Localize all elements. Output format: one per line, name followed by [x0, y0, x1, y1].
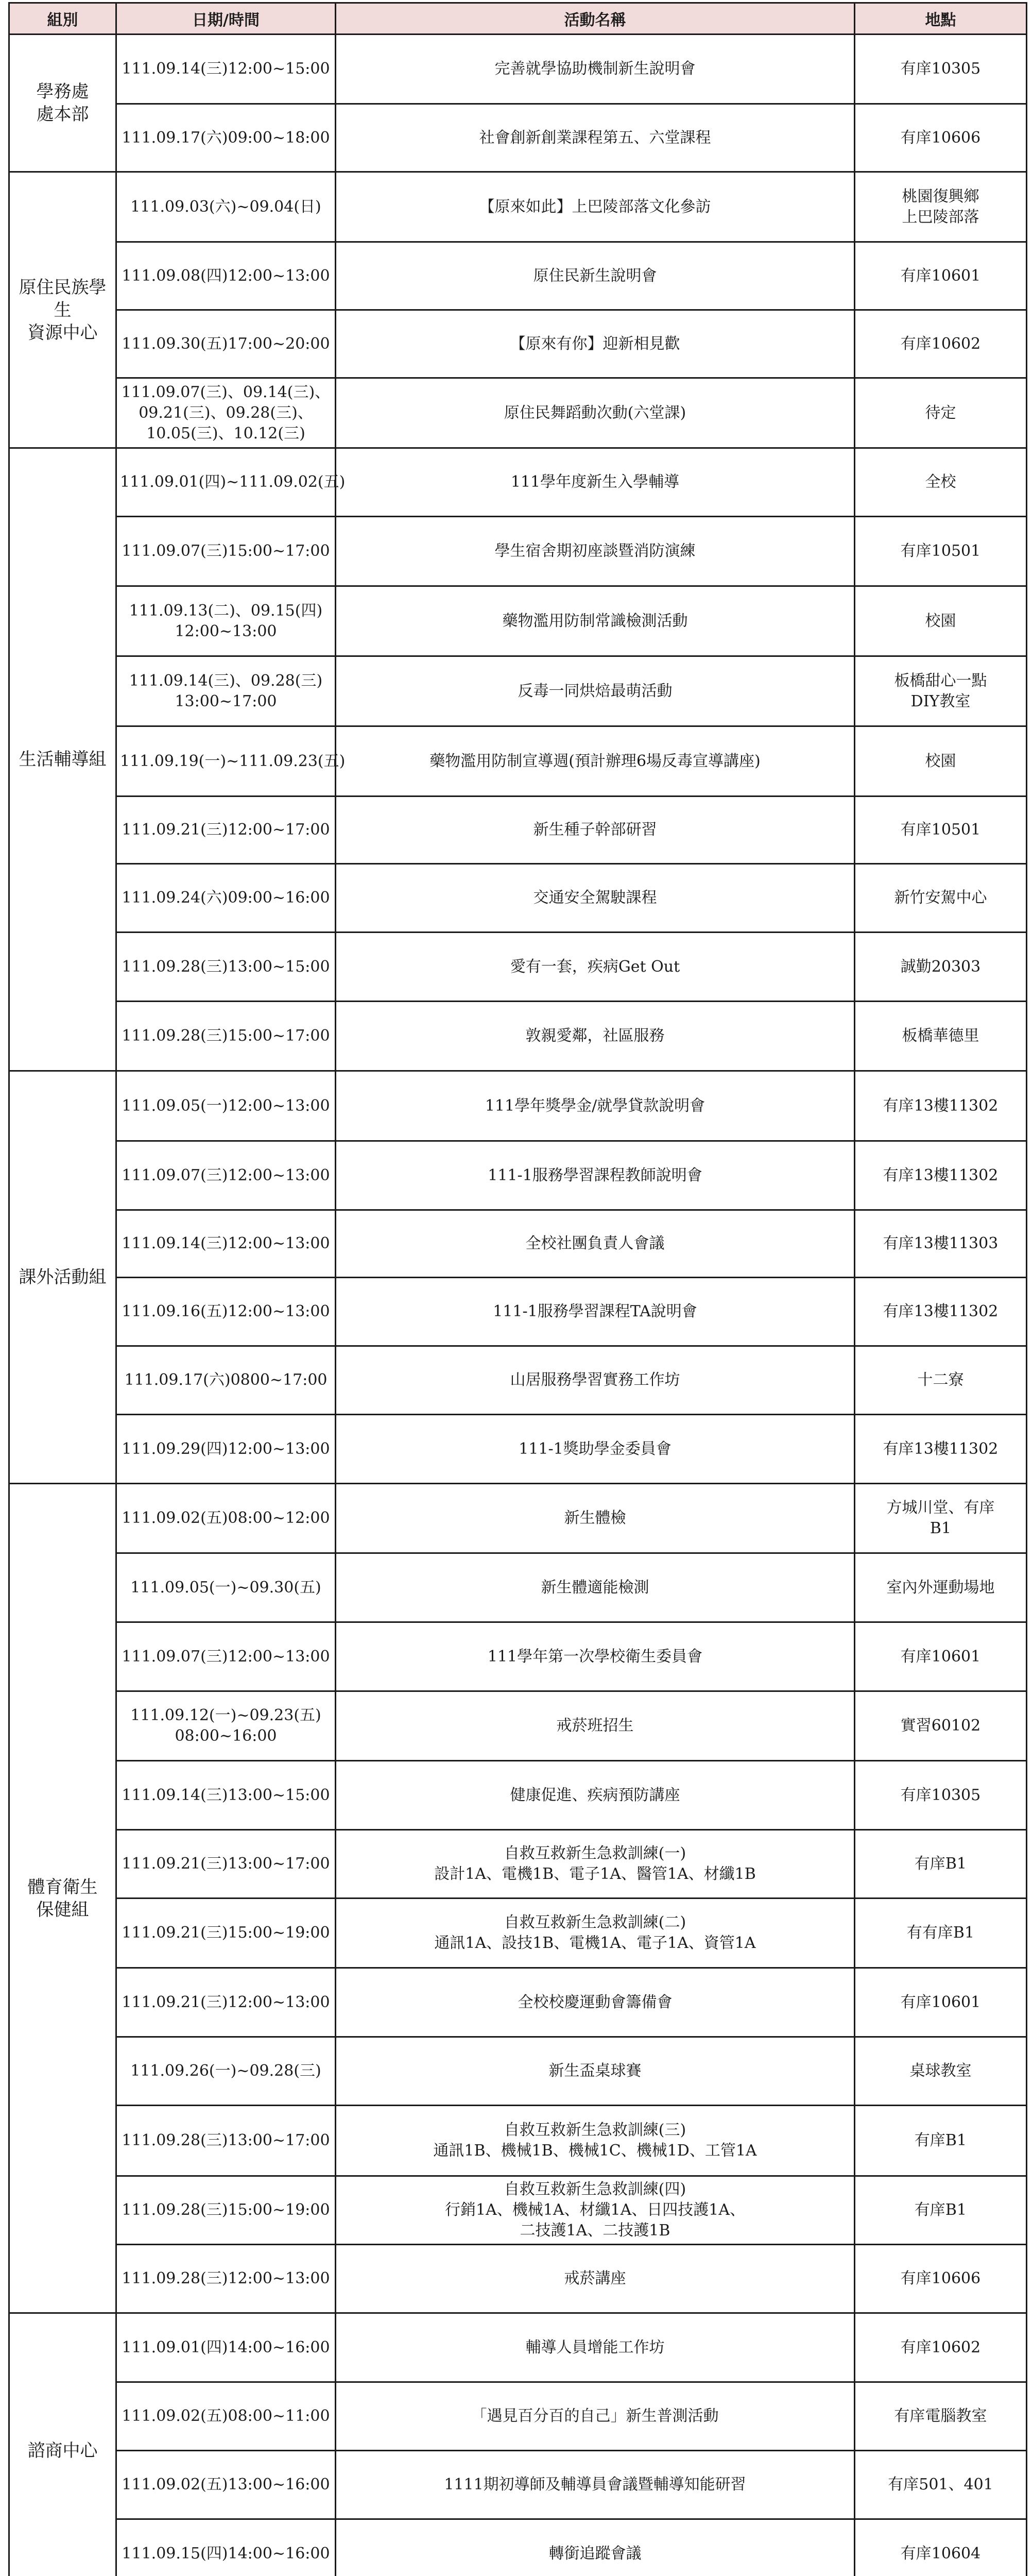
activity-cell: 全校校慶運動會籌備會 — [336, 1968, 855, 2037]
activity-cell: 全校社團負責人會議 — [336, 1210, 855, 1278]
date-cell: 111.09.13(二)、09.15(四) 12:00~13:00 — [116, 586, 336, 656]
date-cell: 111.09.24(六)09:00~16:00 — [116, 864, 336, 933]
activity-cell: 111學年獎學金/就學貸款說明會 — [336, 1071, 855, 1141]
table-row — [9, 1761, 1027, 1830]
activity-cell: 自救互救新生急救訓練(三) 通訊1B、機械1B、機械1C、機械1D、工管1A — [336, 2106, 855, 2176]
location-cell: 有庠13樓11302 — [855, 1141, 1027, 1210]
location-cell: 板橋甜心一點 DIY教室 — [855, 656, 1027, 726]
date-cell: 111.09.28(三)15:00~19:00 — [116, 2176, 336, 2245]
activity-cell: 原住民新生說明會 — [336, 242, 855, 310]
table-row — [9, 1415, 1027, 1484]
activity-cell: 原住民舞蹈動次動(六堂課) — [336, 378, 855, 448]
activity-cell: 新生盃桌球賽 — [336, 2037, 855, 2106]
location-cell: 全校 — [855, 448, 1027, 517]
activity-cell: 愛有一套，疾病Get Out — [336, 933, 855, 1002]
table-row — [9, 1484, 1027, 1553]
table-row — [9, 933, 1027, 1002]
activity-cell: 新生體適能檢測 — [336, 1553, 855, 1622]
activity-cell: 輔導人員增能工作坊 — [336, 2313, 855, 2382]
schedule-body — [9, 35, 1027, 2576]
activity-cell: 新生體檢 — [336, 1484, 855, 1553]
location-cell: 有庠10305 — [855, 1761, 1027, 1830]
group-name: 體育衛生 保健組 — [9, 1484, 116, 2313]
activity-cell: 【原來有你】迎新相見歡 — [336, 310, 855, 378]
location-cell: 有庠501、401 — [855, 2451, 1027, 2519]
table-row — [9, 1553, 1027, 1622]
activity-cell: 【原來如此】上巴陵部落文化參訪 — [336, 172, 855, 242]
location-cell: 十二寮 — [855, 1346, 1027, 1415]
activity-cell: 藥物濫用防制常識檢測活動 — [336, 586, 855, 656]
table-row — [9, 2037, 1027, 2106]
location-cell: 有庠13樓11302 — [855, 1278, 1027, 1346]
date-cell: 111.09.07(三)、09.14(三)、 09.21(三)、09.28(三)、 10.05(三)、10.12(三) — [116, 378, 336, 448]
date-cell: 111.09.01(四)14:00~16:00 — [116, 2313, 336, 2382]
activity-cell: 自救互救新生急救訓練(一) 設計1A、電機1B、電子1A、醫管1A、材纖1B — [336, 1830, 855, 1899]
table-row — [9, 1071, 1027, 1141]
date-cell: 111.09.08(四)12:00~13:00 — [116, 242, 336, 310]
table-row — [9, 2382, 1027, 2451]
location-cell: 有庠10305 — [855, 35, 1027, 104]
date-cell: 111.09.28(三)15:00~17:00 — [116, 1002, 336, 1071]
header-activity: 活動名稱 — [336, 3, 855, 35]
table-row — [9, 1830, 1027, 1899]
date-cell: 111.09.29(四)12:00~13:00 — [116, 1415, 336, 1484]
table-row — [9, 2245, 1027, 2313]
date-cell: 111.09.21(三)12:00~17:00 — [116, 796, 336, 864]
location-cell: 有庠電腦教室 — [855, 2382, 1027, 2451]
location-cell: 校園 — [855, 586, 1027, 656]
location-cell: 有庠13樓11302 — [855, 1071, 1027, 1141]
location-cell: 有庠10606 — [855, 2245, 1027, 2313]
group-name: 學務處 處本部 — [9, 35, 116, 172]
table-row — [9, 1278, 1027, 1346]
activity-cell: 轉銜追蹤會議 — [336, 2519, 855, 2576]
table-row — [9, 1691, 1027, 1761]
location-cell: 校園 — [855, 726, 1027, 796]
date-cell: 111.09.02(五)08:00~12:00 — [116, 1484, 336, 1553]
table-row — [9, 586, 1027, 656]
date-cell: 111.09.14(三)、09.28(三) 13:00~17:00 — [116, 656, 336, 726]
location-cell: 有庠10601 — [855, 1968, 1027, 2037]
activity-cell: 新生種子幹部研習 — [336, 796, 855, 864]
date-cell: 111.09.16(五)12:00~13:00 — [116, 1278, 336, 1346]
group-name: 課外活動組 — [9, 1071, 116, 1484]
location-cell: 有庠13樓11303 — [855, 1210, 1027, 1278]
date-cell: 111.09.21(三)13:00~17:00 — [116, 1830, 336, 1899]
table-row — [9, 2451, 1027, 2519]
date-cell: 111.09.26(一)~09.28(三) — [116, 2037, 336, 2106]
date-cell: 111.09.03(六)~09.04(日) — [116, 172, 336, 242]
location-cell: 有庠10601 — [855, 1622, 1027, 1691]
date-cell: 111.09.05(一)12:00~13:00 — [116, 1071, 336, 1141]
location-cell: 有庠10602 — [855, 310, 1027, 378]
header-location: 地點 — [855, 3, 1027, 35]
table-row — [9, 2519, 1027, 2576]
date-cell: 111.09.30(五)17:00~20:00 — [116, 310, 336, 378]
activity-cell: 111學年第一次學校衛生委員會 — [336, 1622, 855, 1691]
activity-schedule-table — [8, 2, 1027, 2576]
date-cell: 111.09.21(三)12:00~13:00 — [116, 1968, 336, 2037]
group-name: 原住民族學生 資源中心 — [9, 172, 116, 448]
activity-cell: 交通安全駕駛課程 — [336, 864, 855, 933]
date-cell: 111.09.17(六)09:00~18:00 — [116, 104, 336, 172]
location-cell: 有庠B1 — [855, 2106, 1027, 2176]
date-cell: 111.09.14(三)12:00~15:00 — [116, 35, 336, 104]
table-row — [9, 656, 1027, 726]
header-group: 組別 — [9, 3, 116, 35]
activity-cell: 藥物濫用防制宣導週(預計辦理6場反毒宣導講座) — [336, 726, 855, 796]
activity-cell: 戒菸講座 — [336, 2245, 855, 2313]
location-cell: 室內外運動場地 — [855, 1553, 1027, 1622]
group-name: 諮商中心 — [9, 2313, 116, 2576]
date-cell: 111.09.28(三)12:00~13:00 — [116, 2245, 336, 2313]
location-cell: 新竹安駕中心 — [855, 864, 1027, 933]
location-cell: 有庠10606 — [855, 104, 1027, 172]
table-row — [9, 2176, 1027, 2245]
date-cell: 111.09.07(三)15:00~17:00 — [116, 517, 336, 586]
table-row — [9, 35, 1027, 104]
table-row — [9, 1346, 1027, 1415]
activity-cell: 健康促進、疾病預防講座 — [336, 1761, 855, 1830]
location-cell: 有庠10604 — [855, 2519, 1027, 2576]
date-cell: 111.09.02(五)08:00~11:00 — [116, 2382, 336, 2451]
table-row — [9, 448, 1027, 517]
table-row — [9, 796, 1027, 864]
table-row — [9, 2106, 1027, 2176]
table-row — [9, 1899, 1027, 1968]
activity-cell: 111-1服務學習課程教師說明會 — [336, 1141, 855, 1210]
date-cell: 111.09.19(一)~111.09.23(五) — [116, 726, 336, 796]
table-row — [9, 864, 1027, 933]
location-cell: 有庠10501 — [855, 796, 1027, 864]
activity-cell: 戒菸班招生 — [336, 1691, 855, 1761]
table-row — [9, 172, 1027, 242]
location-cell: 桌球教室 — [855, 2037, 1027, 2106]
activity-cell: 1111期初導師及輔導員會議暨輔導知能研習 — [336, 2451, 855, 2519]
table-row — [9, 1210, 1027, 1278]
date-cell: 111.09.17(六)0800~17:00 — [116, 1346, 336, 1415]
activity-cell: 反毒一同烘焙最萌活動 — [336, 656, 855, 726]
activity-cell: 敦親愛鄰，社區服務 — [336, 1002, 855, 1071]
activity-cell: 完善就學協助機制新生說明會 — [336, 35, 855, 104]
location-cell: 有庠B1 — [855, 2176, 1027, 2245]
table-row — [9, 726, 1027, 796]
table-row — [9, 242, 1027, 310]
table-row — [9, 2313, 1027, 2382]
date-cell: 111.09.07(三)12:00~13:00 — [116, 1141, 336, 1210]
location-cell: 實習60102 — [855, 1691, 1027, 1761]
date-cell: 111.09.28(三)13:00~15:00 — [116, 933, 336, 1002]
date-cell: 111.09.12(一)~09.23(五) 08:00~16:00 — [116, 1691, 336, 1761]
location-cell: 方城川堂、有庠 B1 — [855, 1484, 1027, 1553]
activity-cell: 111-1獎助學金委員會 — [336, 1415, 855, 1484]
date-cell: 111.09.05(一)~09.30(五) — [116, 1553, 336, 1622]
table-row — [9, 1002, 1027, 1071]
activity-cell: 山居服務學習實務工作坊 — [336, 1346, 855, 1415]
date-cell: 111.09.07(三)12:00~13:00 — [116, 1622, 336, 1691]
table-row — [9, 1141, 1027, 1210]
activity-cell: 「遇見百分百的自己」新生普測活動 — [336, 2382, 855, 2451]
date-cell: 111.09.21(三)15:00~19:00 — [116, 1899, 336, 1968]
table-row — [9, 1622, 1027, 1691]
date-cell: 111.09.02(五)13:00~16:00 — [116, 2451, 336, 2519]
table-row — [9, 378, 1027, 448]
location-cell: 有有庠B1 — [855, 1899, 1027, 1968]
date-cell: 111.09.15(四)14:00~16:00 — [116, 2519, 336, 2576]
location-cell: 有庠10501 — [855, 517, 1027, 586]
table-row — [9, 1968, 1027, 2037]
date-cell: 111.09.28(三)13:00~17:00 — [116, 2106, 336, 2176]
location-cell: 板橋華德里 — [855, 1002, 1027, 1071]
location-cell: 誠勤20303 — [855, 933, 1027, 1002]
group-name: 生活輔導組 — [9, 448, 116, 1071]
activity-cell: 111學年度新生入學輔導 — [336, 448, 855, 517]
activity-cell: 自救互救新生急救訓練(二) 通訊1A、設技1B、電機1A、電子1A、資管1A — [336, 1899, 855, 1968]
location-cell: 有庠10601 — [855, 242, 1027, 310]
location-cell: 有庠10602 — [855, 2313, 1027, 2382]
table-row — [9, 310, 1027, 378]
table-row — [9, 517, 1027, 586]
header-datetime: 日期/時間 — [116, 3, 336, 35]
location-cell: 待定 — [855, 378, 1027, 448]
activity-cell: 學生宿舍期初座談暨消防演練 — [336, 517, 855, 586]
activity-cell: 111-1服務學習課程TA說明會 — [336, 1278, 855, 1346]
date-cell: 111.09.01(四)~111.09.02(五) — [116, 448, 336, 517]
activity-cell: 社會創新創業課程第五、六堂課程 — [336, 104, 855, 172]
location-cell: 桃園復興鄉 上巴陵部落 — [855, 172, 1027, 242]
location-cell: 有庠13樓11302 — [855, 1415, 1027, 1484]
activity-cell: 自救互救新生急救訓練(四) 行銷1A、機械1A、材纖1A、日四技護1A、 二技護1A、二技護1B — [336, 2176, 855, 2245]
location-cell: 有庠B1 — [855, 1830, 1027, 1899]
table-row — [9, 104, 1027, 172]
header-row — [9, 3, 1027, 35]
date-cell: 111.09.14(三)13:00~15:00 — [116, 1761, 336, 1830]
date-cell: 111.09.14(三)12:00~13:00 — [116, 1210, 336, 1278]
